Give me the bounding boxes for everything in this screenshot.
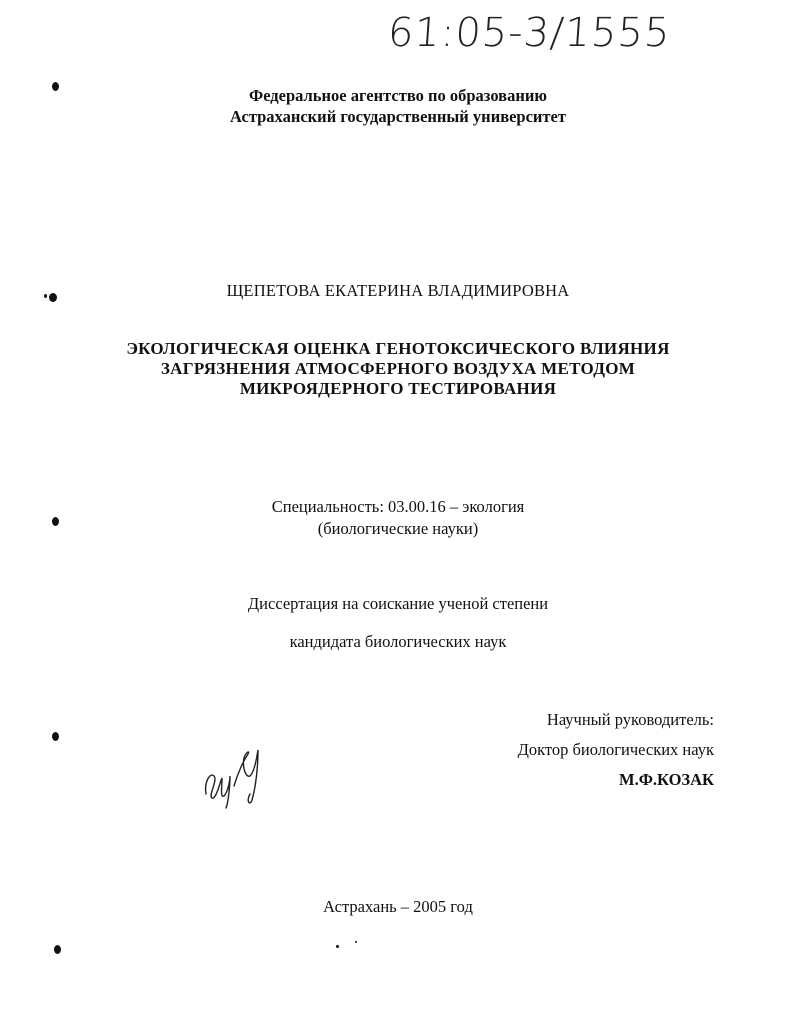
specialty-block <box>0 496 796 540</box>
place-and-year: Астрахань – 2005 год <box>323 897 473 916</box>
binding-hole-dot <box>54 945 61 954</box>
specialty-field: (биологические науки) <box>317 519 479 538</box>
organization-university: Астраханский государственный университет <box>230 107 566 126</box>
supervisor-name: М.Ф.КОЗАК <box>619 770 714 789</box>
handwritten-signature <box>200 742 270 812</box>
supervisor-label: Научный руководитель: <box>546 710 714 729</box>
handwritten-catalog-number: 61:05-3/1555 <box>386 10 673 56</box>
title-line: ЭКОЛОГИЧЕСКАЯ ОЦЕНКА ГЕНОТОКСИЧЕСКОГО ВЛИЯНИЯ <box>126 339 670 358</box>
organization-header <box>0 85 796 127</box>
dissertation-title <box>0 339 796 399</box>
dissertation-degree: кандидата биологических наук <box>289 632 507 651</box>
scan-speck <box>355 941 357 943</box>
title-line: МИКРОЯДЕРНОГО ТЕСТИРОВАНИЯ <box>239 379 557 398</box>
binding-hole-dot <box>52 732 59 741</box>
scan-speck <box>336 945 339 948</box>
organization-agency: Федеральное агентство по образованию <box>249 86 547 105</box>
title-line: ЗАГРЯЗНЕНИЯ АТМОСФЕРНОГО ВОЗДУХА МЕТОДОМ <box>160 359 636 378</box>
specialty-code: Специальность: 03.00.16 – экология <box>271 497 525 516</box>
dissertation-type: Диссертация на соискание ученой степени <box>247 594 549 613</box>
supervisor-degree: Доктор биологических наук <box>517 740 714 759</box>
author-name: ЩЕПЕТОВА ЕКАТЕРИНА ВЛАДИМИРОВНА <box>226 281 570 300</box>
